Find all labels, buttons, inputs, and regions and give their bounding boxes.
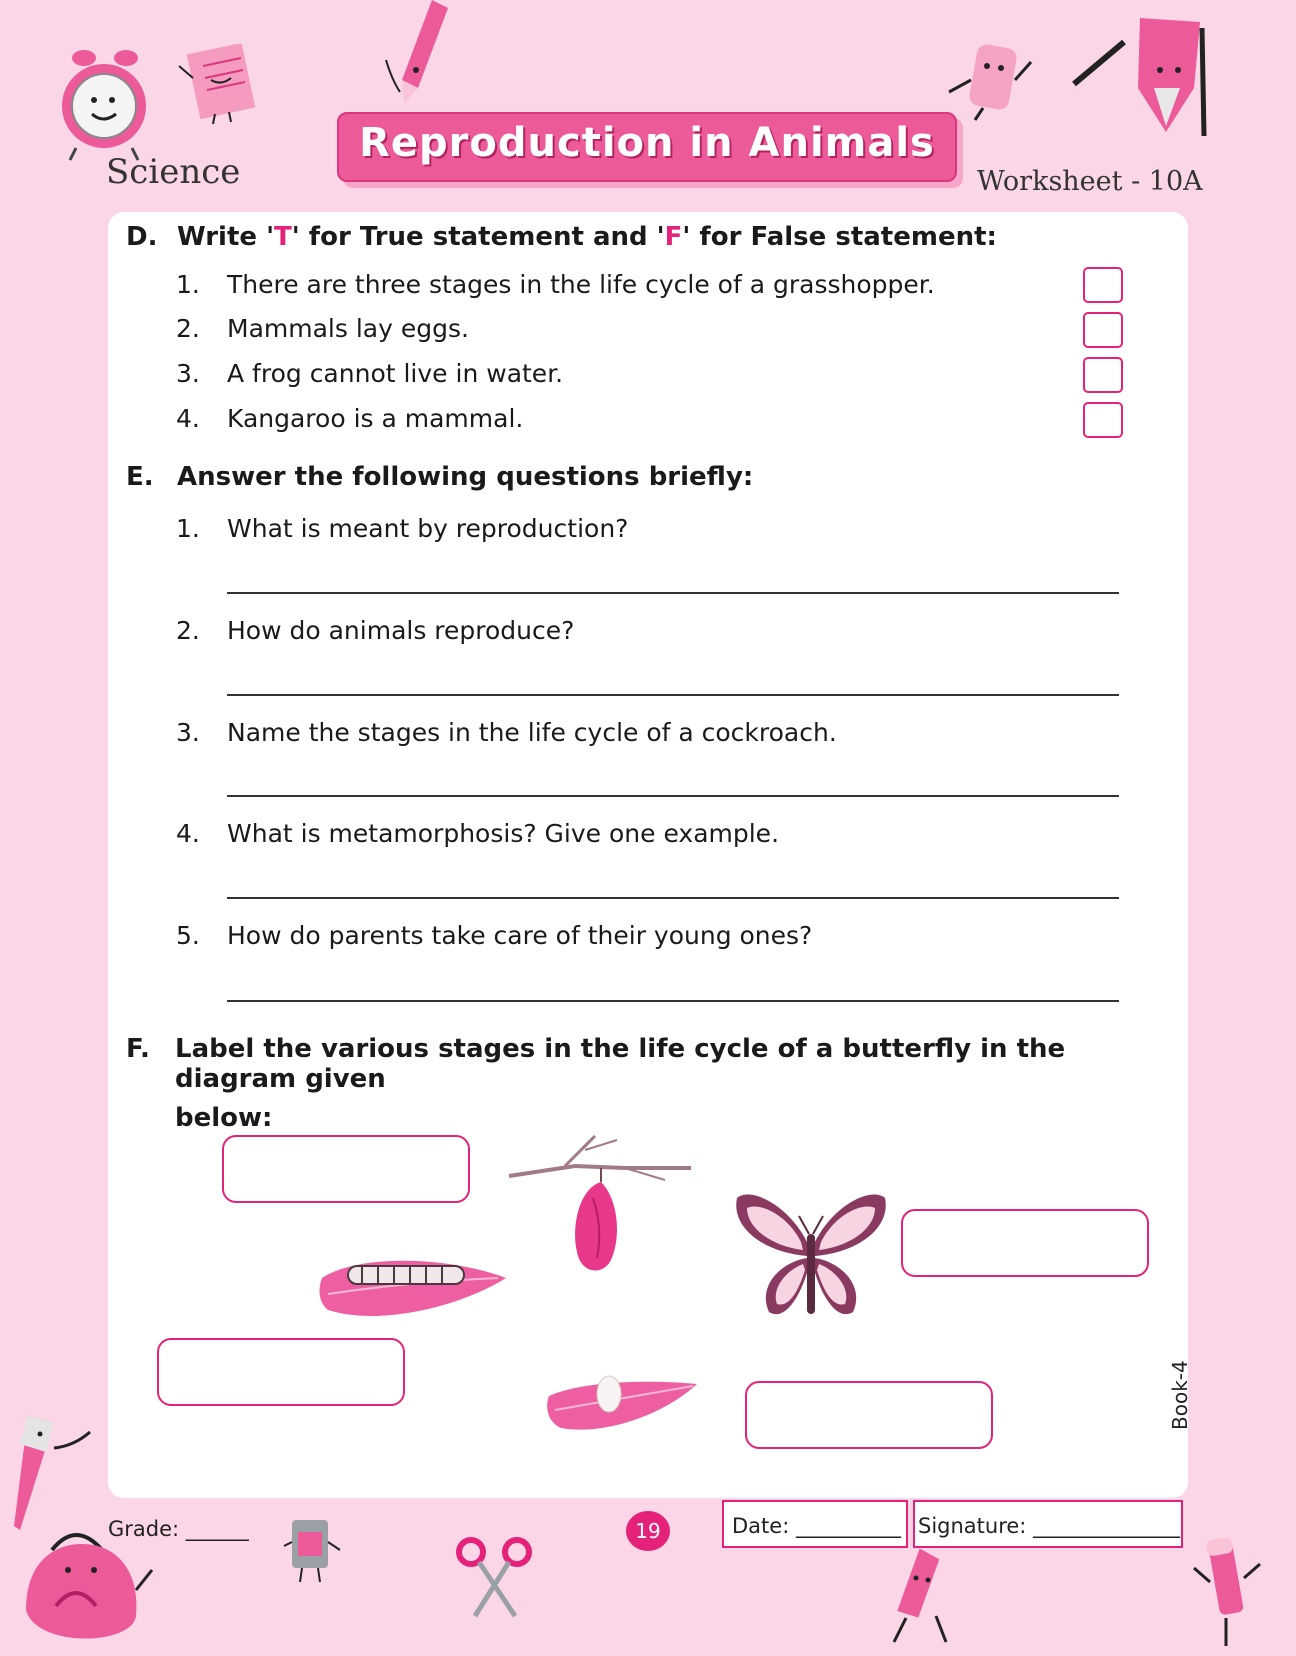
section-d-title-part: Write ' <box>177 222 275 252</box>
tf-item-text: There are three stages in the life cycle of a grasshopper. <box>227 270 935 299</box>
tf-item-number: 2. <box>176 314 200 343</box>
pencil-ruler-character-icon <box>1070 8 1210 138</box>
tf-item-number: 4. <box>176 404 200 433</box>
tf-answer-box-2[interactable] <box>1083 312 1123 348</box>
question-text: How do animals reproduce? <box>227 616 575 645</box>
answer-line-3[interactable] <box>227 795 1119 797</box>
question-text: What is metamorphosis? Give one example. <box>227 819 780 848</box>
subject-label: Science <box>106 152 241 192</box>
butterfly-icon <box>731 1186 891 1326</box>
section-d-title-part: ' for False statement: <box>682 222 997 252</box>
section-f-title <box>175 1034 1175 1133</box>
label-box-bottom-right[interactable] <box>745 1381 993 1449</box>
section-d-title <box>177 222 997 252</box>
section-d-title-part: ' for True statement and ' <box>291 222 665 252</box>
page-title: Reproduction in Animals <box>359 120 935 166</box>
caterpillar-on-leaf-icon <box>318 1248 508 1324</box>
label-box-bottom-left[interactable] <box>157 1338 405 1406</box>
false-letter: F <box>664 222 683 252</box>
date-field-box[interactable] <box>722 1500 908 1548</box>
true-letter: T <box>274 222 292 252</box>
tf-answer-box-3[interactable] <box>1083 357 1123 393</box>
ruler-character-icon <box>10 1412 94 1532</box>
section-e-letter: E. <box>126 462 154 492</box>
question-text: What is meant by reproduction? <box>227 514 629 543</box>
scissors-icon <box>455 1536 535 1620</box>
question-number: 5. <box>176 921 200 950</box>
section-f-title-line: below: <box>175 1103 273 1133</box>
tf-item-number: 1. <box>176 270 200 299</box>
section-f-title-line: Label the various stages in the life cycle of a butterfly in the diagram given <box>175 1034 1066 1094</box>
tf-answer-box-1[interactable] <box>1083 267 1123 303</box>
question-text: Name the stages in the life cycle of a cockroach. <box>227 718 837 747</box>
tf-item-text: Kangaroo is a mammal. <box>227 404 524 433</box>
worksheet-label: Worksheet - 10A <box>977 166 1203 197</box>
sharpener-character-icon <box>282 1516 344 1588</box>
pupa-on-twig-icon <box>505 1128 695 1278</box>
question-number: 2. <box>176 616 200 645</box>
tf-item-text: Mammals lay eggs. <box>227 314 469 343</box>
marker-character-icon <box>1190 1538 1264 1650</box>
answer-line-5[interactable] <box>227 1000 1119 1002</box>
page-number-badge: 19 <box>626 1511 670 1551</box>
answer-line-2[interactable] <box>227 694 1119 696</box>
pencil-character-bottom-icon <box>884 1546 954 1650</box>
tf-item-number: 3. <box>176 359 200 388</box>
signature-field-box[interactable] <box>913 1500 1183 1548</box>
tf-answer-box-4[interactable] <box>1083 402 1123 438</box>
answer-line-1[interactable] <box>227 592 1119 594</box>
book-label: Book-4 <box>1168 1360 1192 1430</box>
grade-field[interactable]: Grade: ______ <box>108 1517 249 1541</box>
question-number: 3. <box>176 718 200 747</box>
alarm-clock-icon <box>54 44 154 164</box>
label-box-top-left[interactable] <box>222 1135 470 1203</box>
signature-field: Signature: ______________ <box>918 1514 1181 1538</box>
title-banner <box>337 112 957 182</box>
answer-line-4[interactable] <box>227 897 1119 899</box>
question-text: How do parents take care of their young ones? <box>227 921 813 950</box>
eraser-character-icon <box>945 40 1035 122</box>
notepad-character-icon <box>175 44 265 126</box>
question-number: 4. <box>176 819 200 848</box>
tf-item-text: A frog cannot live in water. <box>227 359 564 388</box>
pencil-character-icon <box>382 0 452 110</box>
question-number: 1. <box>176 514 200 543</box>
section-e-title: Answer the following questions briefly: <box>177 462 754 492</box>
date-field: Date: __________ <box>732 1514 901 1538</box>
label-box-right[interactable] <box>901 1209 1149 1277</box>
section-d-letter: D. <box>126 222 158 252</box>
egg-on-leaf-icon <box>545 1370 700 1438</box>
section-f-letter: F. <box>126 1034 150 1064</box>
